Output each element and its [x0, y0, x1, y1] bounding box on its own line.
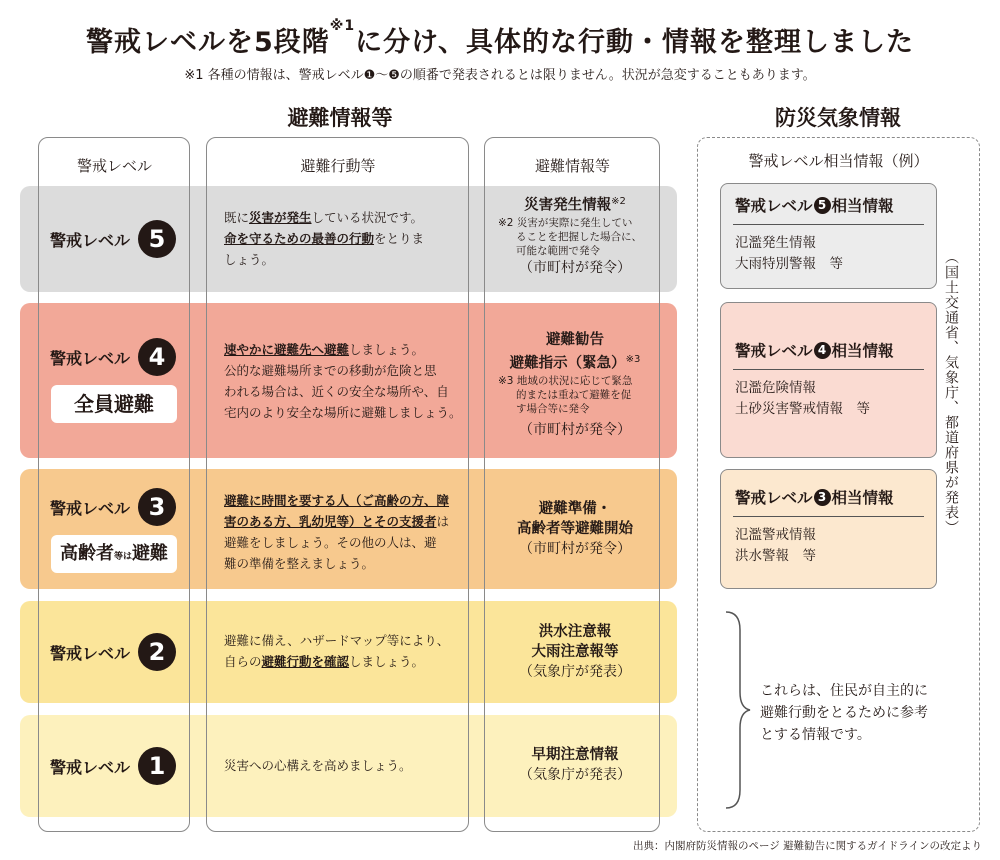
- action-emphasis: 避難行動を確認: [261, 654, 350, 669]
- level-label-text: 警戒レベル: [50, 643, 131, 663]
- section-title-weather: 防災気象情報: [775, 106, 901, 130]
- level-5-action: [224, 207, 464, 270]
- title-text: 相当情報: [831, 489, 894, 507]
- title-part-1: 警戒レベルを5段階: [85, 27, 330, 58]
- title-text: 警戒レベル: [735, 489, 813, 507]
- info-title: 避難準備・: [538, 501, 612, 517]
- page-title: [0, 20, 1000, 59]
- footnote-line: ※3 地域の状況に応じて緊急: [498, 374, 633, 387]
- action-emphasis: 命を守るための最善の行動: [224, 231, 375, 246]
- equivalent-level-3-box: [720, 469, 937, 589]
- action-text: しょう。: [224, 252, 275, 267]
- note-line: 避難行動をとるために参考: [760, 705, 928, 721]
- list-item: 大雨特別警報 等: [735, 256, 843, 272]
- level-label-text: 警戒レベル: [50, 230, 131, 250]
- action-text: われる場合は、近くの安全な場所や、自: [224, 384, 449, 399]
- info-footnote: [490, 374, 660, 416]
- issuer-text: （市町村が発令）: [519, 421, 631, 438]
- info-title: 大雨注意報等: [531, 644, 619, 660]
- level-mini-circle: 4: [814, 342, 831, 359]
- level-number-circle: 2: [138, 633, 176, 671]
- equivalent-box-title: [721, 470, 936, 508]
- title-text: 相当情報: [831, 197, 894, 215]
- equivalent-level-4-box: [720, 302, 937, 458]
- action-text: しましょう。: [349, 342, 425, 357]
- issuer-text: （市町村が発令）: [519, 259, 631, 276]
- action-emphasis: 速やかに避難先へ避難: [224, 342, 350, 357]
- level-2-action: [224, 630, 469, 672]
- equivalent-box-list: [721, 225, 936, 275]
- badge-elderly-evacuate: [51, 535, 177, 573]
- level-5-info: [490, 192, 660, 278]
- badge-text: 避難: [132, 543, 168, 564]
- issuer-vertical-note: （国土交通省、気象庁、都道府県が発表）: [943, 250, 959, 535]
- level-1-label: [50, 747, 176, 785]
- list-item: 氾濫発生情報: [735, 235, 816, 251]
- list-item: 土砂災害警戒情報 等: [735, 401, 870, 417]
- equivalent-level-5-box: [720, 183, 937, 289]
- info-title: 洪水注意報: [538, 624, 612, 640]
- title-text: 警戒レベル: [735, 342, 813, 360]
- source-footer: 出典：内閣府防災情報のページ 避難勧告に関するガイドラインの改定より: [633, 840, 982, 852]
- level-4-info: [490, 330, 660, 440]
- equivalent-box-list: [721, 517, 936, 567]
- column-header-level: 警戒レベル: [76, 157, 152, 175]
- info-footnote-mark: ※2: [611, 196, 626, 207]
- level-1-info: [490, 745, 660, 785]
- list-item: 洪水警報 等: [735, 548, 816, 564]
- action-text: 難の準備を整えましょう。: [224, 556, 375, 571]
- action-text: 自らの: [224, 654, 262, 669]
- level-mini-circle: 3: [814, 489, 831, 506]
- section-title-evacuation: 避難情報等: [287, 106, 393, 130]
- action-text: 避難をしましょう。その他の人は、避: [224, 535, 437, 550]
- action-emphasis: 避難に時間を要する人（ご高齢の方、障: [224, 493, 450, 508]
- level-5-label: [50, 220, 176, 258]
- note-line: とする情報です。: [760, 727, 871, 743]
- equivalent-box-title: [721, 303, 936, 361]
- info-title: 避難勧告: [546, 332, 604, 348]
- action-text: 既に: [224, 210, 250, 225]
- issuer-text: （気象庁が発表）: [519, 767, 631, 783]
- level-4-label: [50, 338, 176, 376]
- badge-text: 高齢者: [59, 543, 114, 564]
- action-text: 避難に備え、ハザードマップ等により、: [224, 633, 450, 648]
- level-number-circle: 3: [138, 488, 176, 526]
- reference-note: [760, 680, 928, 746]
- info-title: 避難指示（緊急）: [509, 355, 626, 372]
- action-text: しましょう。: [349, 654, 425, 669]
- level-1-action: [224, 755, 469, 776]
- level-4-action: [224, 339, 469, 423]
- level-number-circle: 5: [138, 220, 176, 258]
- action-emphasis: 災害が発生: [249, 210, 312, 225]
- title-text: 警戒レベル: [735, 197, 813, 215]
- level-2-info: [490, 622, 660, 682]
- list-item: 氾濫警戒情報: [735, 527, 816, 543]
- action-text: 公的な避難場所までの移動が危険と思: [224, 363, 437, 378]
- note-line: これらは、住民が自主的に: [760, 683, 928, 699]
- weather-info-header: 警戒レベル相当情報（例）: [748, 152, 929, 170]
- level-mini-circle: 5: [814, 197, 831, 214]
- action-emphasis: 害のある方、乳幼児等）とその支援者: [224, 514, 437, 529]
- badge-small-text: 等は: [113, 552, 132, 562]
- info-footnote-mark: ※3: [625, 354, 641, 365]
- footnote-line: ることを把握した場合に、: [516, 230, 642, 243]
- level-label-text: 警戒レベル: [50, 757, 131, 777]
- column-header-info: 避難情報等: [534, 157, 610, 175]
- footnote-line: 可能な範囲で発令: [516, 244, 600, 257]
- equivalent-box-title: [721, 184, 936, 216]
- action-text: は: [436, 514, 450, 529]
- action-text: 宅内のより安全な場所に避難しましょう。: [224, 405, 462, 420]
- info-title: 早期注意情報: [531, 747, 619, 763]
- list-item: 氾濫危険情報: [735, 380, 816, 396]
- info-title: 高齢者等避難開始: [517, 521, 633, 537]
- action-text: をとりま: [374, 231, 425, 246]
- issuer-text: （市町村が発令）: [519, 541, 631, 557]
- curly-brace-icon: [722, 610, 752, 810]
- info-footnote: [490, 216, 660, 258]
- level-number-circle: 4: [138, 338, 176, 376]
- header-note: ※1 各種の情報は、警戒レベル❶～❺の順番で発表されるとは限りません。状況が急変することもあります。: [184, 68, 816, 83]
- equivalent-box-list: [721, 370, 936, 420]
- footnote-line: す場合等に発令: [516, 402, 590, 415]
- title-footnote-mark: ※1: [329, 18, 356, 34]
- level-3-action: [224, 490, 469, 574]
- level-2-label: [50, 633, 176, 671]
- title-text: 相当情報: [831, 342, 894, 360]
- action-text: している状況です。: [311, 210, 424, 225]
- level-3-info: [490, 499, 660, 559]
- footnote-line: ※2 災害が実際に発生してい: [498, 216, 633, 229]
- info-title: 災害発生情報: [524, 197, 612, 214]
- level-label-text: 警戒レベル: [50, 348, 131, 368]
- level-label-text: 警戒レベル: [50, 498, 131, 518]
- column-header-action: 避難行動等: [300, 157, 376, 175]
- level-number-circle: 1: [138, 747, 176, 785]
- issuer-text: （気象庁が発表）: [519, 664, 631, 680]
- title-part-2: に分け、具体的な行動・情報を整理しました: [355, 27, 915, 58]
- level-3-label: [50, 488, 176, 526]
- footnote-line: 的または重ねて避難を促: [516, 388, 632, 401]
- badge-everyone-evacuate: 全員避難: [51, 385, 177, 423]
- action-text: 災害への心構えを高めましょう。: [224, 758, 412, 773]
